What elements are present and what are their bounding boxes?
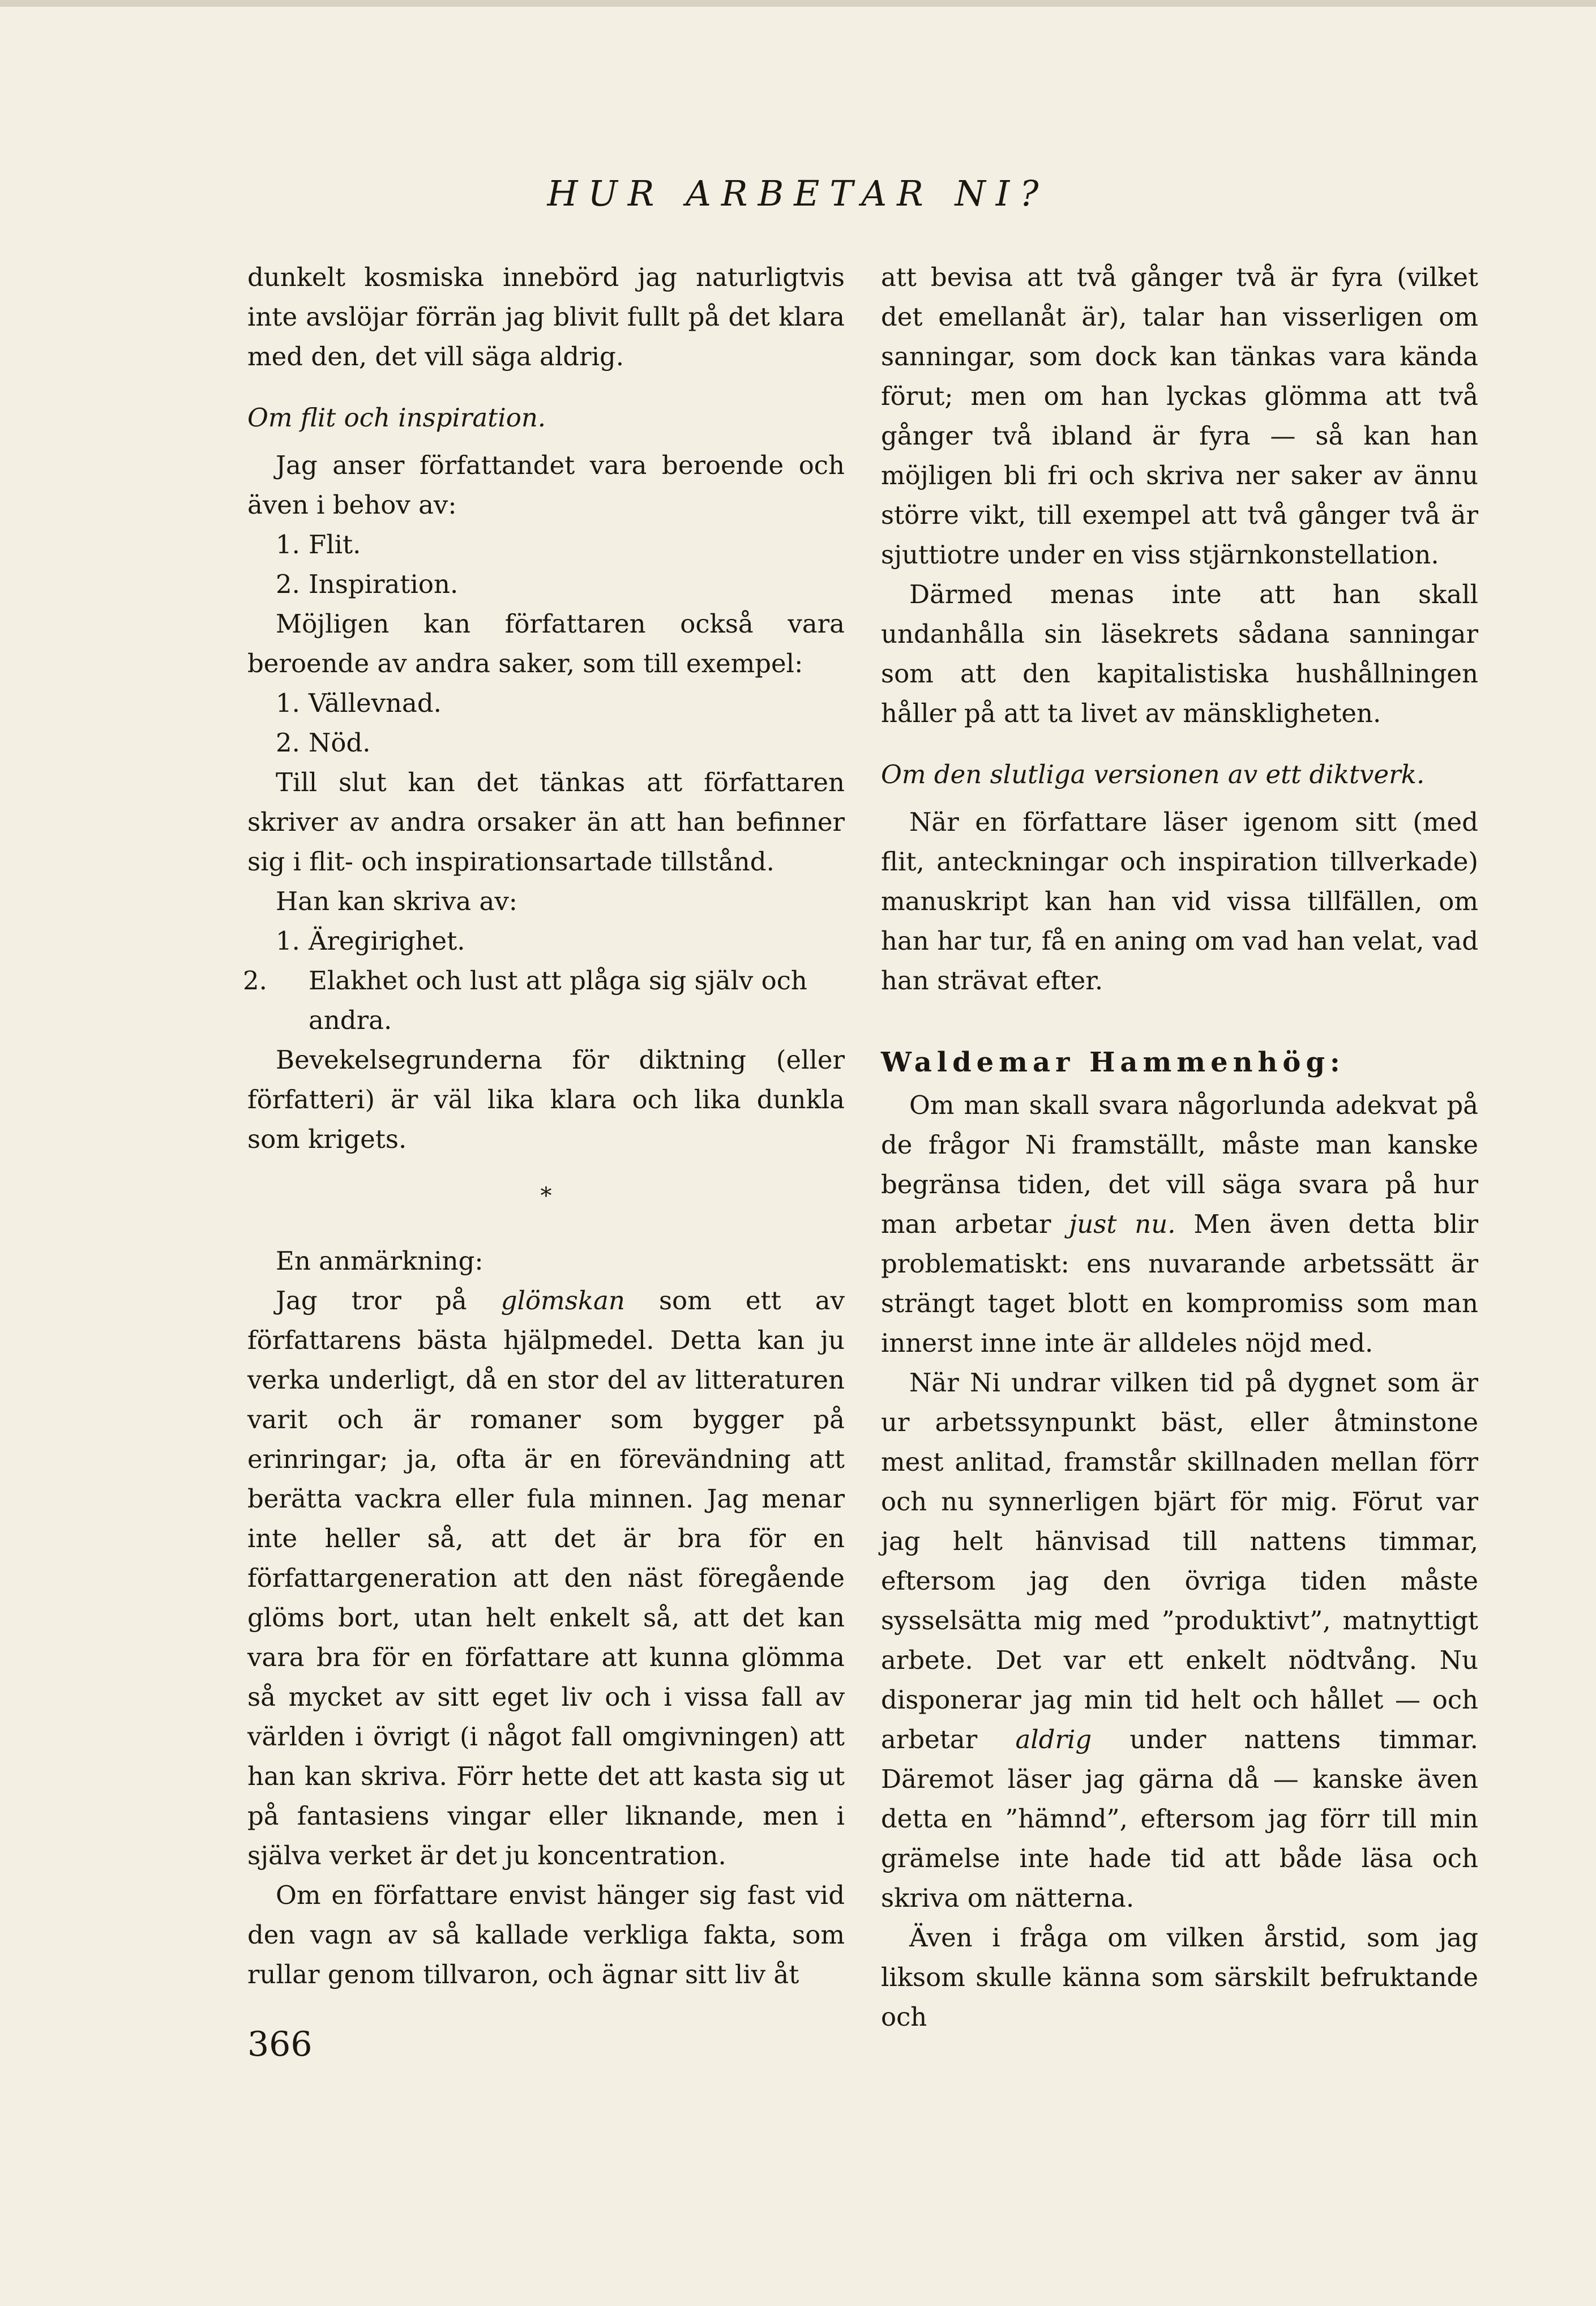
emphasis-text: aldrig [1015, 1724, 1092, 1754]
list-text: Äregirighet. [309, 926, 465, 956]
list-text: Inspiration. [309, 569, 459, 599]
paragraph: Jag anser författandet vara beroende och även i behov av: [247, 450, 845, 520]
page-number: 366 [247, 2025, 313, 2064]
paragraph [881, 1363, 1478, 1918]
list-number: 1. [276, 529, 300, 560]
paragraph: När en författare läser igenom sitt (med flit, anteckningar och inspiration tillverkade) manuskript kan han vid vissa tillfällen, om han har tur, få en aning om vad han velat, vad han strävat efter. [881, 807, 1478, 996]
text-run: under nattens timmar. Däremot läser jag gärna då — kanske även detta en ”hämnd”, eftersom jag förr till min grämelse inte hade tid att både läsa och skriva om nätterna. [881, 1724, 1478, 1913]
text-run: Om man skall svara någorlunda adekvat på de frågor Ni framställt, måste man kanske begränsa tiden, det vill säga svara på hur man arbetar [881, 1090, 1478, 1239]
paragraph: Han kan skriva av: [276, 886, 517, 916]
text-run: som ett av författarens bästa hjälpmedel. Detta kan ju verka underligt, då en stor del av litteraturen varit och är romaner som bygger på erinringar; ja, ofta är en förevändning att berätta vackra eller fula minnen. Jag menar inte heller så, att det är bra för en författargeneration att den näst föregående glöms bort, utan helt enkelt så, att det kan vara bra för en författare att kunna glömma så mycket av sitt eget liv och i vissa fall av världen i övrigt (i något fall omgivningen) att han kan skriva. Förr hette det att kasta sig ut på fantasiens vingar eller liknande, men i själva verket är det ju koncentration. [247, 1286, 845, 1871]
paragraph: Även i fråga om vilken årstid, som jag liksom skulle känna som särskilt befruktande och [881, 1923, 1478, 2032]
paragraph: Om en författare envist hänger sig fast vid den vagn av så kallade verkliga fakta, som rullar genom tillvaron, och ägnar sitt liv åt [247, 1880, 845, 1989]
list-item [276, 565, 845, 604]
paragraph [881, 1086, 1478, 1363]
emphasis-text: just nu. [1069, 1209, 1176, 1239]
left-column [243, 258, 845, 1995]
list-needs [247, 525, 845, 604]
list-item [276, 525, 845, 565]
author-heading: Waldemar Hammenhög: [881, 1047, 1345, 1078]
section-separator: * [540, 1183, 552, 1209]
list-number: 1. [276, 688, 300, 718]
list-motives [243, 921, 845, 1040]
list-item [276, 723, 845, 763]
list-item [276, 921, 845, 961]
list-number: 1. [276, 926, 300, 956]
paragraph: Därmed menas inte att han skall undanhålla sin läsekrets sådana sanningar som att den kapitalistiska hushållningen håller på att ta livet av mänskligheten. [881, 579, 1478, 728]
text-run: Men även detta blir problematiskt: ens nuvarande arbetssätt är strängt taget blott en kompromiss som man innerst inne inte är alldeles nöjd med. [881, 1209, 1478, 1358]
page-top-edge [0, 0, 1596, 7]
list-number: 2. [276, 569, 300, 599]
text-run: När Ni undrar vilken tid på dygnet som är ur arbetssynpunkt bäst, eller åtminstone mest anlitad, framstår skillnaden mellan förr och nu synnerligen bjärt för mig. Förut var jag helt hänvisad till nattens timmar, eftersom jag den övriga tiden måste sysselsätta mig med ”produktivt”, matnyttigt arbete. Det var ett enkelt nödtvång. Nu disponerar jag min tid helt och hållet — och arbetar [881, 1368, 1478, 1754]
list-number: 2. [243, 966, 267, 996]
paragraph: dunkelt kosmiska innebörd jag naturligtvis inte avslöjar förrän jag blivit fullt på det klara med den, det vill säga aldrig. [247, 262, 845, 371]
paragraph: Till slut kan det tänkas att författaren skriver av andra orsaker än att han befinner sig i flit- och inspirationsartade tillstånd. [247, 767, 845, 877]
right-column [881, 258, 1478, 2037]
list-text: Vällevnad. [309, 688, 442, 718]
list-text: Nöd. [309, 728, 371, 758]
list-text: Elakhet och lust att plåga sig själv och andra. [309, 966, 807, 1035]
paragraph: Bevekelsegrunderna för diktning (eller författeri) är väl lika klara och lika dunkla som krigets. [247, 1045, 845, 1154]
list-number: 2. [276, 728, 300, 758]
emphasis-text: glömskan [500, 1286, 625, 1316]
list-text: Flit. [309, 529, 361, 560]
paragraph: att bevisa att två gånger två är fyra (vilket det emellanåt är), talar han visserligen om sanningar, som dock kan tänkas vara kända förut; men om han lyckas glömma att två gånger två ibland är fyra — så kan han möjligen bli fri och skriva ner saker av ännu större vikt, till exempel att två gånger två är sjuttiotre under en viss stjärnkonstellation. [881, 262, 1478, 570]
list-dependencies [247, 684, 845, 763]
paragraph: Möjligen kan författaren också vara beroende av andra saker, som till exempel: [247, 609, 845, 678]
section-heading-flit: Om flit och inspiration. [247, 403, 546, 433]
paragraph: En anmärkning: [276, 1246, 483, 1276]
text-run: Jag tror på [276, 1286, 501, 1316]
paragraph [247, 1281, 845, 1876]
running-title: HUR ARBETAR NI? [547, 173, 1049, 214]
list-item [276, 684, 845, 723]
section-heading-version: Om den slutliga versionen av ett diktverk. [881, 759, 1425, 789]
list-item [243, 961, 845, 1040]
